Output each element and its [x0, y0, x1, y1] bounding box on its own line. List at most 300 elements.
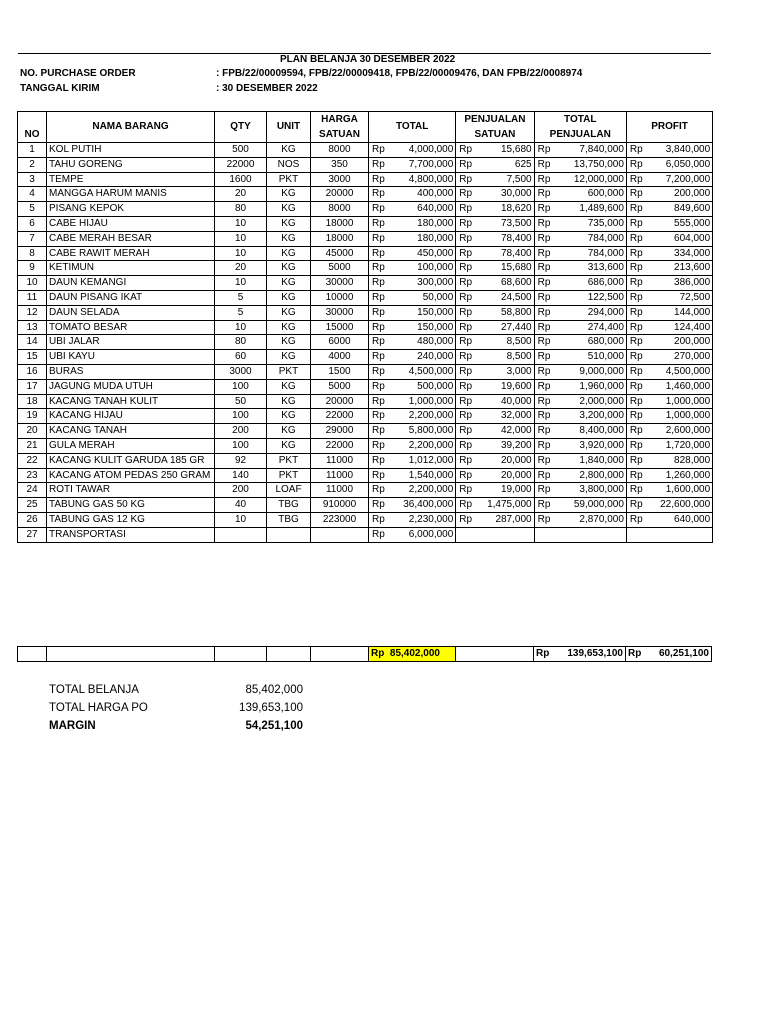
row-qty: 100 [215, 379, 267, 394]
row-no: 18 [18, 394, 47, 409]
row-qty: 10 [215, 276, 267, 291]
currency-label: Rp [626, 290, 644, 305]
row-unit: KG [267, 320, 311, 335]
row-no: 19 [18, 409, 47, 424]
currency-label: Rp [456, 305, 474, 320]
row-penjualan-satuan: 287,000 [474, 512, 534, 527]
row-total-penjualan: 1,840,000 [552, 453, 626, 468]
row-unit: TBG [267, 512, 311, 527]
row-profit: 3,840,000 [645, 143, 713, 158]
table-row [18, 216, 713, 231]
totals-empty-cell [311, 647, 369, 662]
row-unit: KG [267, 231, 311, 246]
total-harga-po-value: 139,653,100 [239, 702, 303, 714]
currency-label: Rp [534, 187, 552, 202]
row-profit: 7,200,000 [645, 172, 713, 187]
page-title: PLAN BELANJA 30 DESEMBER 2022 [280, 54, 456, 65]
currency-label: Rp [534, 172, 552, 187]
row-unit: PKT [267, 172, 311, 187]
currency-label: Rp [456, 261, 474, 276]
currency-label: Rp [369, 231, 387, 246]
row-no: 5 [18, 202, 47, 217]
currency-label: Rp [626, 187, 644, 202]
row-total: 240,000 [387, 350, 456, 365]
col-header-harga-sub: SATUAN [311, 127, 369, 143]
currency-label: Rp [534, 157, 552, 172]
col-header-harga: HARGA [311, 112, 369, 128]
row-total: 50,000 [387, 290, 456, 305]
table-row [18, 394, 713, 409]
table-row [18, 483, 713, 498]
totals-empty-cell [215, 647, 267, 662]
row-profit: 22,600,000 [645, 498, 713, 513]
row-no: 24 [18, 483, 47, 498]
row-penjualan-satuan: 20,000 [474, 468, 534, 483]
currency-label: Rp [456, 231, 474, 246]
table-row [18, 290, 713, 305]
row-total-penjualan: 1,489,600 [552, 202, 626, 217]
currency-label: Rp [369, 424, 387, 439]
row-total-penjualan: 686,000 [552, 276, 626, 291]
currency-label: Rp [369, 305, 387, 320]
row-unit: KG [267, 261, 311, 276]
row-total: 2,200,000 [387, 409, 456, 424]
row-profit: 1,000,000 [645, 394, 713, 409]
currency-label: Rp [456, 364, 474, 379]
row-profit: 604,000 [645, 231, 713, 246]
currency-label: Rp [626, 438, 644, 453]
table-row [18, 424, 713, 439]
row-profit: 640,000 [645, 512, 713, 527]
currency-label: Rp [456, 498, 474, 513]
currency-label: Rp [369, 512, 387, 527]
row-total-penjualan: 313,600 [552, 261, 626, 276]
row-unit: KG [267, 187, 311, 202]
row-total: 1,012,000 [387, 453, 456, 468]
row-no: 20 [18, 424, 47, 439]
table-row [18, 379, 713, 394]
row-no: 13 [18, 320, 47, 335]
row-penjualan-satuan: 8,500 [474, 350, 534, 365]
row-harga-satuan: 350 [311, 157, 369, 172]
table-row [18, 143, 713, 158]
summary-block [49, 681, 303, 735]
row-nama-barang: KOL PUTIH [47, 143, 215, 158]
currency-label: Rp [626, 409, 644, 424]
currency-label: Rp [369, 187, 387, 202]
row-penjualan-satuan: 39,200 [474, 438, 534, 453]
row-harga-satuan: 6000 [311, 335, 369, 350]
currency-label: Rp [456, 172, 474, 187]
currency-label: Rp [456, 379, 474, 394]
currency-label: Rp [534, 231, 552, 246]
row-unit: KG [267, 276, 311, 291]
currency-label: Rp [456, 512, 474, 527]
row-no: 1 [18, 143, 47, 158]
table-row [18, 320, 713, 335]
row-nama-barang: CABE MERAH BESAR [47, 231, 215, 246]
row-qty: 10 [215, 216, 267, 231]
row-total-penjualan: 3,920,000 [552, 438, 626, 453]
row-unit: KG [267, 350, 311, 365]
row-total: 4,500,000 [387, 364, 456, 379]
row-total-penjualan: 8,400,000 [552, 424, 626, 439]
row-nama-barang: KACANG KULIT GARUDA 185 GR [47, 453, 215, 468]
row-total: 1,000,000 [387, 394, 456, 409]
row-no: 8 [18, 246, 47, 261]
table-row [18, 527, 713, 542]
row-harga-satuan: 30000 [311, 276, 369, 291]
date-label: TANGGAL KIRIM [20, 83, 100, 94]
row-no: 4 [18, 187, 47, 202]
row-harga-satuan: 22000 [311, 438, 369, 453]
row-penjualan-satuan: 20,000 [474, 453, 534, 468]
table-row [18, 364, 713, 379]
row-total-penjualan: 2,870,000 [552, 512, 626, 527]
row-penjualan-satuan: 15,680 [474, 143, 534, 158]
grand-total-penjualan [534, 647, 626, 662]
row-total: 480,000 [387, 335, 456, 350]
currency-label: Rp [369, 364, 387, 379]
row-total: 180,000 [387, 231, 456, 246]
currency-label: Rp [369, 157, 387, 172]
row-nama-barang: TEMPE [47, 172, 215, 187]
currency-label: Rp [626, 379, 644, 394]
currency-label: Rp [534, 512, 552, 527]
col-header-total-penjualan-sub: PENJUALAN [534, 127, 626, 143]
row-unit: PKT [267, 453, 311, 468]
row-profit: 270,000 [645, 350, 713, 365]
row-no: 3 [18, 172, 47, 187]
row-qty: 10 [215, 320, 267, 335]
row-harga-satuan: 29000 [311, 424, 369, 439]
table-row [18, 261, 713, 276]
row-profit: 828,000 [645, 453, 713, 468]
row-profit: 1,260,000 [645, 468, 713, 483]
row-penjualan-satuan: 27,440 [474, 320, 534, 335]
row-harga-satuan: 223000 [311, 512, 369, 527]
col-header-total-penjualan: TOTAL [534, 112, 626, 128]
row-unit: KG [267, 394, 311, 409]
currency-label: Rp [369, 216, 387, 231]
row-total-penjualan: 7,840,000 [552, 143, 626, 158]
row-harga-satuan: 18000 [311, 216, 369, 231]
currency-label: Rp [626, 320, 644, 335]
row-profit: 849,600 [645, 202, 713, 217]
currency-label: Rp [369, 143, 387, 158]
table-row [18, 498, 713, 513]
currency-label: Rp [456, 320, 474, 335]
row-harga-satuan: 20000 [311, 187, 369, 202]
totals-empty-cell [267, 647, 311, 662]
currency-label: Rp [534, 143, 552, 158]
currency-label: Rp [534, 498, 552, 513]
grand-total-profit [626, 647, 712, 662]
currency-label: Rp [456, 202, 474, 217]
date-value: : 30 DESEMBER 2022 [216, 83, 318, 94]
col-header-unit: UNIT [267, 112, 311, 143]
row-qty: 80 [215, 202, 267, 217]
row-total: 450,000 [387, 246, 456, 261]
row-total-penjualan: 784,000 [552, 246, 626, 261]
currency-label: Rp [369, 350, 387, 365]
row-unit: KG [267, 290, 311, 305]
row-total-penjualan [552, 527, 626, 542]
col-header-penjualan: PENJUALAN [456, 112, 534, 128]
row-qty: 10 [215, 246, 267, 261]
grand-total-penjualan-value: 139,653,100 [567, 648, 623, 659]
grand-total-profit-value: 60,251,100 [658, 648, 709, 659]
currency-label: Rp [369, 394, 387, 409]
currency-label: Rp [456, 246, 474, 261]
row-profit: 1,460,000 [645, 379, 713, 394]
currency-label: Rp [456, 143, 474, 158]
currency-label: Rp [534, 202, 552, 217]
row-nama-barang: UBI KAYU [47, 350, 215, 365]
currency-label: Rp [626, 216, 644, 231]
row-qty: 20 [215, 261, 267, 276]
row-harga-satuan [311, 527, 369, 542]
table-body [18, 143, 713, 543]
row-penjualan-satuan: 32,000 [474, 409, 534, 424]
row-profit [645, 527, 713, 542]
row-penjualan-satuan: 18,620 [474, 202, 534, 217]
row-unit: TBG [267, 498, 311, 513]
currency-label: Rp [369, 320, 387, 335]
row-nama-barang: KACANG ATOM PEDAS 250 GRAM [47, 468, 215, 483]
row-harga-satuan: 3000 [311, 172, 369, 187]
row-total-penjualan: 1,960,000 [552, 379, 626, 394]
row-unit: KG [267, 424, 311, 439]
row-total: 5,800,000 [387, 424, 456, 439]
row-no: 12 [18, 305, 47, 320]
row-qty: 10 [215, 231, 267, 246]
currency-label: Rp [534, 424, 552, 439]
row-total: 400,000 [387, 187, 456, 202]
row-total-penjualan: 510,000 [552, 350, 626, 365]
row-total-penjualan: 784,000 [552, 231, 626, 246]
row-nama-barang: UBI JALAR [47, 335, 215, 350]
row-total: 2,230,000 [387, 512, 456, 527]
row-harga-satuan: 11000 [311, 483, 369, 498]
row-nama-barang: TOMATO BESAR [47, 320, 215, 335]
currency-label: Rp [626, 483, 644, 498]
row-nama-barang: KACANG TANAH KULIT [47, 394, 215, 409]
row-nama-barang: CABE RAWIT MERAH [47, 246, 215, 261]
currency-label: Rp [534, 453, 552, 468]
currency-label: Rp [626, 394, 644, 409]
currency-label: Rp [626, 276, 644, 291]
row-qty: 22000 [215, 157, 267, 172]
row-profit: 1,000,000 [645, 409, 713, 424]
row-nama-barang: KACANG TANAH [47, 424, 215, 439]
col-header-total: TOTAL [369, 112, 456, 143]
totals-row [17, 646, 712, 662]
row-nama-barang: ROTI TAWAR [47, 483, 215, 498]
currency-label: Rp [534, 335, 552, 350]
row-harga-satuan: 1500 [311, 364, 369, 379]
row-total: 2,200,000 [387, 483, 456, 498]
total-harga-po-label: TOTAL HARGA PO [49, 702, 148, 714]
row-qty: 100 [215, 409, 267, 424]
row-unit: KG [267, 216, 311, 231]
row-profit: 1,720,000 [645, 438, 713, 453]
currency-label: Rp [626, 335, 644, 350]
row-harga-satuan: 8000 [311, 143, 369, 158]
row-no: 23 [18, 468, 47, 483]
currency-label: Rp [534, 364, 552, 379]
row-qty: 50 [215, 394, 267, 409]
row-nama-barang: TRANSPORTASI [47, 527, 215, 542]
currency-label: Rp [369, 468, 387, 483]
margin-value: 54,251,100 [245, 720, 303, 732]
row-qty: 60 [215, 350, 267, 365]
currency-label: Rp [534, 216, 552, 231]
currency-label: Rp [369, 246, 387, 261]
row-no: 14 [18, 335, 47, 350]
row-penjualan-satuan: 30,000 [474, 187, 534, 202]
row-penjualan-satuan: 24,500 [474, 290, 534, 305]
row-total-penjualan: 9,000,000 [552, 364, 626, 379]
row-penjualan-satuan: 8,500 [474, 335, 534, 350]
currency-label: Rp [456, 424, 474, 439]
row-nama-barang: PISANG KEPOK [47, 202, 215, 217]
po-label: NO. PURCHASE ORDER [20, 68, 136, 79]
currency-label: Rp [626, 261, 644, 276]
row-unit: PKT [267, 468, 311, 483]
row-penjualan-satuan: 42,000 [474, 424, 534, 439]
col-header-nama: NAMA BARANG [47, 112, 215, 143]
currency-label: Rp [534, 483, 552, 498]
row-nama-barang: MANGGA HARUM MANIS [47, 187, 215, 202]
currency-label: Rp [456, 438, 474, 453]
row-nama-barang: KACANG HIJAU [47, 409, 215, 424]
grand-total-belanja-value: 85,402,000 [389, 648, 440, 659]
currency-label: Rp [456, 216, 474, 231]
row-qty: 20 [215, 187, 267, 202]
row-harga-satuan: 18000 [311, 231, 369, 246]
row-unit: KG [267, 143, 311, 158]
row-nama-barang: GULA MERAH [47, 438, 215, 453]
currency-label: Rp [534, 379, 552, 394]
row-penjualan-satuan [474, 527, 534, 542]
row-total: 7,700,000 [387, 157, 456, 172]
row-profit: 2,600,000 [645, 424, 713, 439]
row-penjualan-satuan: 78,400 [474, 231, 534, 246]
row-qty: 200 [215, 424, 267, 439]
row-nama-barang: CABE HIJAU [47, 216, 215, 231]
row-no: 2 [18, 157, 47, 172]
row-nama-barang: TAHU GORENG [47, 157, 215, 172]
currency-label: Rp [456, 409, 474, 424]
margin-label: MARGIN [49, 720, 96, 732]
currency-label: Rp [534, 350, 552, 365]
currency-label: Rp [369, 261, 387, 276]
row-penjualan-satuan: 19,600 [474, 379, 534, 394]
table-row [18, 468, 713, 483]
totals-empty-cell [18, 647, 47, 662]
row-nama-barang: DAUN SELADA [47, 305, 215, 320]
row-qty: 100 [215, 438, 267, 453]
currency-label: Rp [626, 143, 644, 158]
currency-label: Rp [534, 468, 552, 483]
row-total: 500,000 [387, 379, 456, 394]
row-no: 21 [18, 438, 47, 453]
row-no: 22 [18, 453, 47, 468]
currency-label: Rp [626, 364, 644, 379]
table-row [18, 350, 713, 365]
row-harga-satuan: 5000 [311, 379, 369, 394]
row-qty: 40 [215, 498, 267, 513]
currency-label: Rp [534, 394, 552, 409]
row-harga-satuan: 910000 [311, 498, 369, 513]
row-total-penjualan: 2,800,000 [552, 468, 626, 483]
row-total: 180,000 [387, 216, 456, 231]
row-total: 300,000 [387, 276, 456, 291]
row-no: 10 [18, 276, 47, 291]
row-total: 1,540,000 [387, 468, 456, 483]
currency-label: Rp [534, 261, 552, 276]
row-unit: KG [267, 438, 311, 453]
col-header-no: NO [18, 112, 47, 143]
row-nama-barang: JAGUNG MUDA UTUH [47, 379, 215, 394]
currency-label: Rp [369, 335, 387, 350]
totals-empty-cell [456, 647, 534, 662]
totals-empty-cell [47, 647, 215, 662]
currency-label: Rp [534, 438, 552, 453]
row-profit: 72,500 [645, 290, 713, 305]
row-harga-satuan: 22000 [311, 409, 369, 424]
table-row [18, 231, 713, 246]
col-header-qty: QTY [215, 112, 267, 143]
row-qty: 1600 [215, 172, 267, 187]
row-qty: 3000 [215, 364, 267, 379]
table-row [18, 157, 713, 172]
row-nama-barang: DAUN PISANG IKAT [47, 290, 215, 305]
currency-label: Rp [371, 648, 385, 659]
row-nama-barang: DAUN KEMANGI [47, 276, 215, 291]
row-no: 26 [18, 512, 47, 527]
table-row [18, 172, 713, 187]
currency-label: Rp [369, 172, 387, 187]
table-row [18, 276, 713, 291]
row-harga-satuan: 30000 [311, 305, 369, 320]
currency-label: Rp [626, 157, 644, 172]
currency-label: Rp [369, 483, 387, 498]
row-unit [267, 527, 311, 542]
row-profit: 6,050,000 [645, 157, 713, 172]
row-total-penjualan: 294,000 [552, 305, 626, 320]
row-unit: KG [267, 335, 311, 350]
row-profit: 144,000 [645, 305, 713, 320]
table-row [18, 202, 713, 217]
row-unit: PKT [267, 364, 311, 379]
currency-label: Rp [626, 468, 644, 483]
currency-label: Rp [456, 290, 474, 305]
row-total: 640,000 [387, 202, 456, 217]
currency-label: Rp [456, 187, 474, 202]
row-total-penjualan: 600,000 [552, 187, 626, 202]
row-qty [215, 527, 267, 542]
grand-total-belanja [369, 647, 456, 662]
row-no: 27 [18, 527, 47, 542]
purchase-table [17, 111, 713, 543]
row-qty: 80 [215, 335, 267, 350]
table-row [18, 512, 713, 527]
currency-label: Rp [456, 468, 474, 483]
currency-label: Rp [626, 350, 644, 365]
currency-label: Rp [369, 527, 387, 542]
